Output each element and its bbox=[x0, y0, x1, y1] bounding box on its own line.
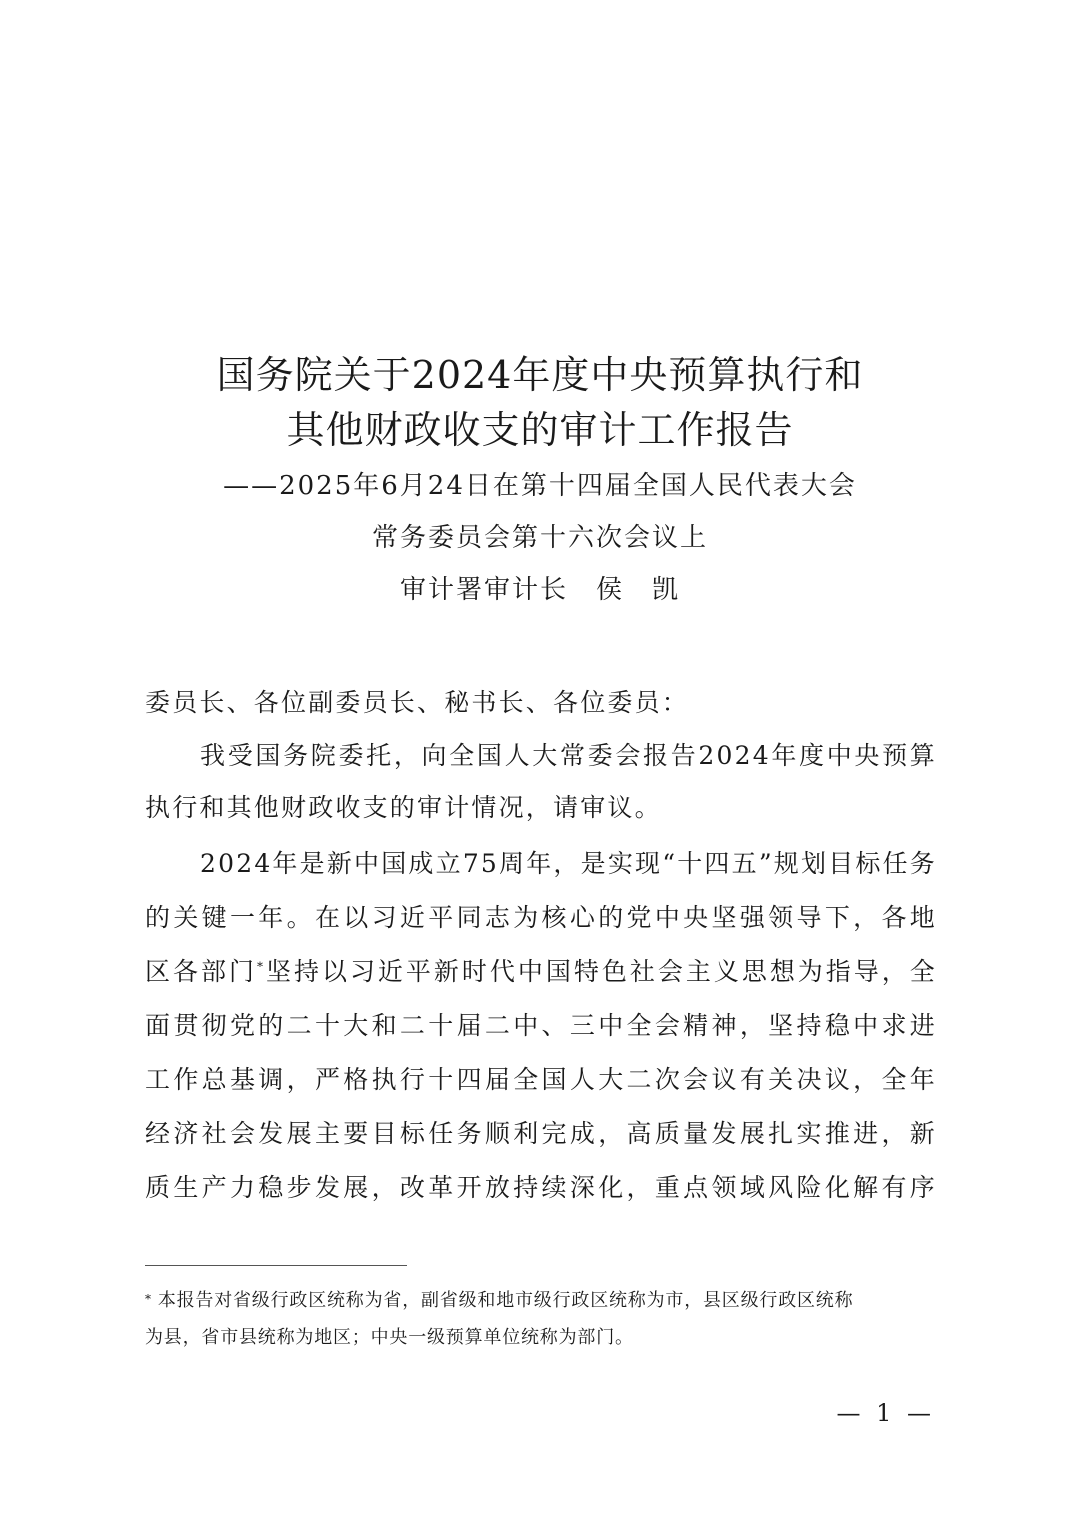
subtitle-author-line: 审计署审计长 侯 凯 bbox=[399, 575, 680, 605]
footnote-mark: * bbox=[145, 1292, 152, 1306]
report-title-line-1: 国务院关于2024年度中央预算执行和 bbox=[216, 353, 864, 397]
paragraph-2-line-2: 的关键一年。在以习近平同志为核心的党中央坚强领导下，各地 bbox=[145, 903, 937, 932]
paragraph-1-line-1: 我受国务院委托，向全国人大常委会报告2024年度中央预算 bbox=[200, 741, 937, 770]
footnote-reference-mark[interactable]: * bbox=[256, 959, 266, 974]
paragraph-2-line-1: 2024年是新中国成立75周年，是实现“十四五”规划目标任务 bbox=[200, 849, 937, 878]
page-number: — 1 — bbox=[836, 1399, 935, 1427]
subtitle-date-line: ——2025年6月24日在第十四届全国人民代表大会 bbox=[223, 471, 857, 501]
report-title-line-2: 其他财政收支的审计工作报告 bbox=[286, 408, 794, 452]
footnote-line-1 bbox=[145, 1288, 937, 1314]
paragraph-2-line-3 bbox=[145, 954, 937, 990]
subtitle-meeting-line: 常务委员会第十六次会议上 bbox=[371, 523, 708, 553]
paragraph-2-line-7: 质生产力稳步发展，改革开放持续深化，重点领域风险化解有序 bbox=[145, 1173, 937, 1202]
paragraph-2-line-3-start: 区各部门 bbox=[145, 957, 257, 986]
paragraph-2-line-3-end: 坚持以习近平新时代中国特色社会主义思想为指导，全 bbox=[265, 957, 937, 986]
paragraph-2-line-6: 经济社会发展主要目标任务顺利完成，高质量发展扎实推进，新 bbox=[145, 1119, 937, 1148]
paragraph-2-line-4: 面贯彻党的二十大和二十届二中、三中全会精神，坚持稳中求进 bbox=[145, 1011, 937, 1040]
paragraph-2-line-5: 工作总基调，严格执行十四届全国人大二次会议有关决议，全年 bbox=[145, 1065, 937, 1094]
footnote-line-2: 为县，省市县统称为地区；中央一级预算单位统称为部门。 bbox=[145, 1327, 634, 1348]
footnote-text-1: 本报告对省级行政区统称为省，副省级和地市级行政区统称为市，县区级行政区统称 bbox=[157, 1290, 854, 1311]
salutation: 委员长、各位副委员长、秘书长、各位委员： bbox=[145, 688, 690, 717]
paragraph-1-line-2: 执行和其他财政收支的审计情况，请审议。 bbox=[145, 793, 662, 822]
footnote-divider bbox=[145, 1265, 407, 1266]
